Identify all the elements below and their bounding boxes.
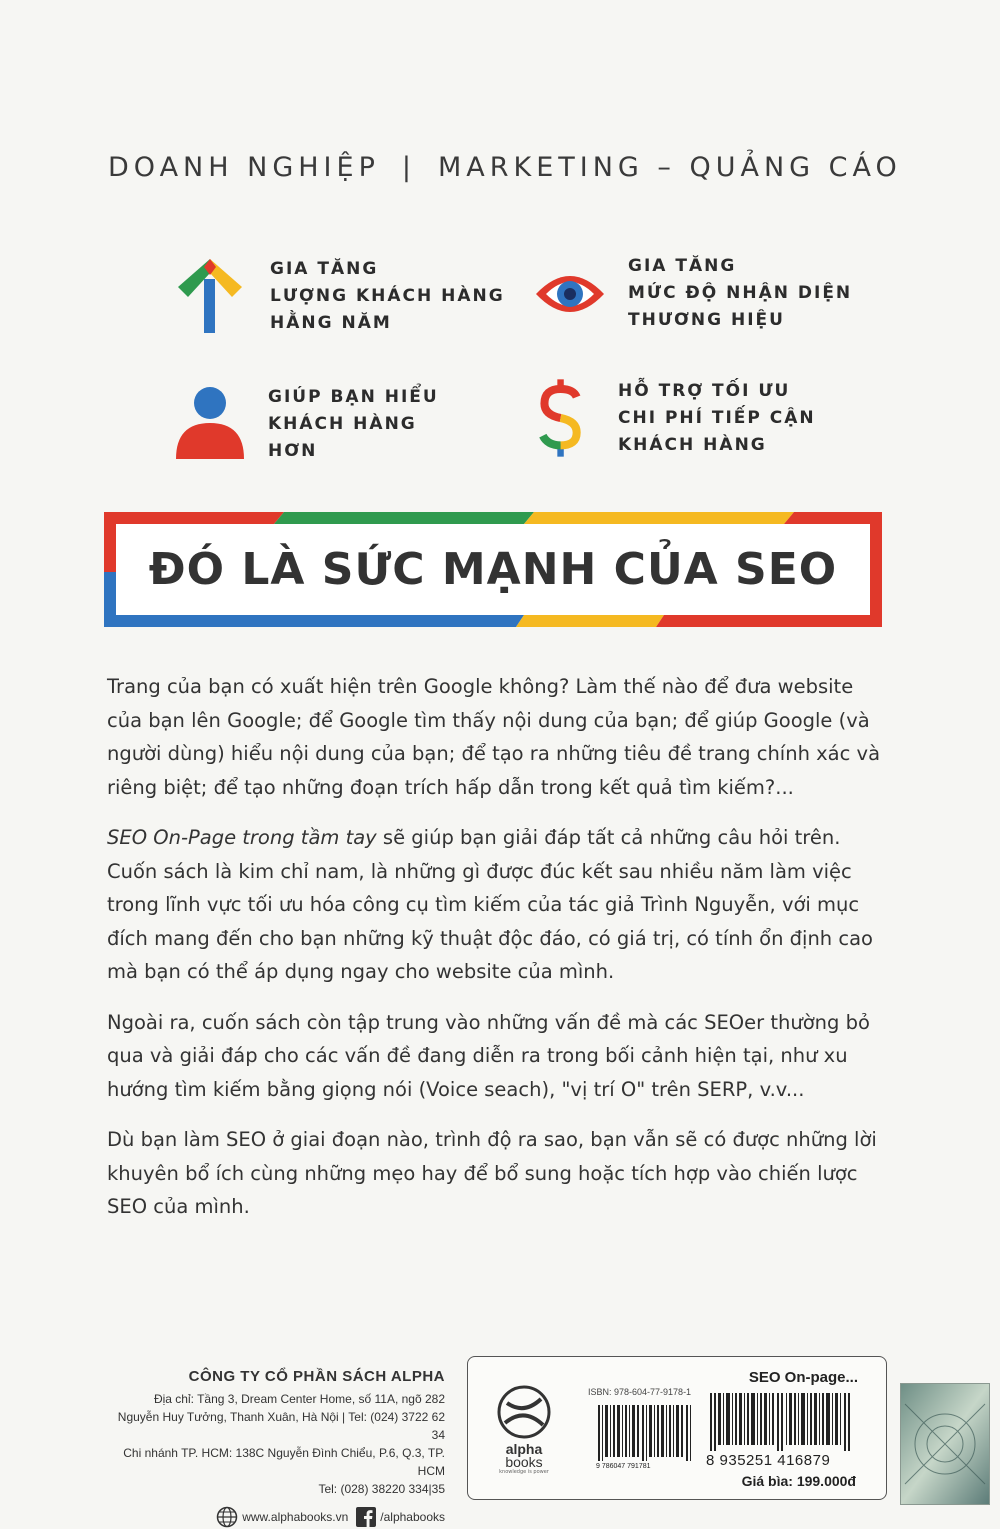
feature-line: KHÁCH HÀNG — [618, 434, 767, 455]
logo-tagline: knowledge is power — [499, 1469, 549, 1475]
eye-icon — [534, 254, 606, 334]
feature-line: GIÚP BẠN HIỂU — [268, 387, 439, 407]
publisher-name: CÔNG TY CỔ PHẦN SÁCH ALPHA — [188, 1368, 445, 1385]
publisher-links — [115, 1506, 445, 1528]
alpha-books-logo — [486, 1385, 562, 1475]
feature-line: CHI PHÍ TIẾP CẬN — [618, 407, 816, 428]
isbn-digits: 9 786047 791781 — [596, 1463, 651, 1470]
feature-line: HỖ TRỢ TỐI ƯU — [618, 380, 791, 401]
isbn-barcode — [596, 1405, 696, 1461]
facebook-icon — [356, 1507, 376, 1527]
person-icon — [174, 385, 246, 465]
feature-cost-optimization — [538, 370, 816, 466]
feature-line: MỨC ĐỘ NHẬN DIỆN — [628, 283, 853, 303]
feature-text — [618, 378, 816, 459]
hologram-sticker — [900, 1383, 990, 1505]
cover-price: Giá bìa: 199.000đ — [741, 1473, 856, 1489]
feature-customers-growth — [176, 256, 505, 337]
isbn-label: ISBN: 978-604-77-9178-1 — [588, 1387, 692, 1397]
feature-text — [268, 384, 439, 465]
paragraph-2-text: sẽ giúp bạn giải đáp tất cả những câu hỏi trên. Cuốn sách là kim chỉ nam, là những gì được đúc kết sau nhiều năm làm việc trong lĩnh vực tối ưu hóa công cụ tìm kiếm của tác giả Trình Nguyễn, với mục đích mang đến cho bạn những kỹ thuật độc đáo, có giá trị, có tính ổn định cao mà bạn có thể áp dụng ngay cho website của mình. — [107, 826, 873, 983]
seo-banner — [104, 512, 882, 627]
publisher-address-2: Nguyễn Huy Tưởng, Thanh Xuân, Hà Nội | Tel: (024) 3722 62 34 — [117, 1410, 445, 1442]
publisher-info — [115, 1368, 445, 1528]
feature-line: HƠN — [268, 441, 318, 461]
feature-line: KHÁCH HÀNG — [268, 414, 417, 434]
publisher-branch-2: Tel: (028) 38220 334|35 — [318, 1482, 445, 1496]
feature-text — [628, 253, 852, 334]
book-title-italic: SEO On-Page trong tầm tay — [107, 826, 377, 849]
feature-line: GIA TĂNG — [270, 259, 379, 279]
description — [107, 670, 889, 1241]
paragraph-4: Dù bạn làm SEO ở giai đoạn nào, trình độ ra sao, bạn vẫn sẽ có được những lời khuyên bổ ích cùng những mẹo hay để bổ sung hoặc tích hợp vào chiến lược SEO của mình. — [107, 1128, 877, 1218]
website-link[interactable] — [216, 1506, 348, 1528]
feature-understand-customers — [174, 384, 439, 465]
feature-line: GIA TĂNG — [628, 256, 737, 276]
category-marketing: MARKETING – QUẢNG CÁO — [437, 152, 902, 183]
logo-text-books: books — [505, 1454, 543, 1470]
paragraph-3: Ngoài ra, cuốn sách còn tập trung vào những vấn đề mà các SEOer thường bỏ qua và giải đáp cho các vấn đề đang diễn ra trong bối cảnh hiện tại, như xu hướng tìm kiếm bằng giọng nói (Voice seach), "vị trí O" trên SERP, v.v... — [107, 1010, 870, 1101]
alpha-logo-icon — [497, 1385, 551, 1439]
feature-brand-awareness — [534, 253, 852, 334]
website-text: www.alphabooks.vn — [242, 1510, 349, 1524]
publisher-branch-1: Chi nhánh TP. HCM: 138C Nguyễn Đình Chiểu, P.6, Q.3, TP. HCM — [123, 1446, 445, 1478]
feature-line: HẰNG NĂM — [270, 313, 392, 333]
banner-text: ĐÓ LÀ SỨC MẠNH CỦA SEO — [148, 544, 838, 595]
logo-text-alpha: alpha — [505, 1441, 543, 1457]
feature-line: LƯỢNG KHÁCH HÀNG — [270, 286, 505, 306]
publisher-address-1: Địa chỉ: Tầng 3, Dream Center Home, số 11A, ngõ 282 — [153, 1392, 445, 1406]
paragraph-1: Trang của bạn có xuất hiện trên Google không? Làm thế nào để đưa website của bạn lên Google; để Google tìm thấy nội dung của bạn; để giúp Google (và người dùng) hiểu nội dung của bạn; để tạo ra những tiêu đề trang chính xác và riêng biệt; để tạo những đoạn trích hấp dẫn trong kết quả tìm kiếm?... — [107, 675, 881, 799]
category-business: DOANH NGHIỆP — [108, 152, 380, 183]
barcode-book-title: SEO On-page... — [748, 1369, 858, 1386]
ean-digits: 8 935251 416879 — [706, 1452, 831, 1469]
ean-barcode — [708, 1393, 858, 1451]
dollar-icon — [538, 370, 596, 466]
category-separator: | — [401, 152, 416, 183]
barcode-panel — [467, 1356, 887, 1500]
arrow-up-icon — [176, 257, 248, 337]
feature-line: THƯƠNG HIỆU — [628, 310, 785, 330]
paragraph-2 — [107, 821, 889, 989]
globe-icon — [216, 1506, 238, 1528]
facebook-link[interactable] — [356, 1507, 445, 1527]
facebook-text: /alphabooks — [380, 1510, 445, 1524]
category-line — [108, 152, 908, 183]
feature-text — [270, 256, 505, 337]
